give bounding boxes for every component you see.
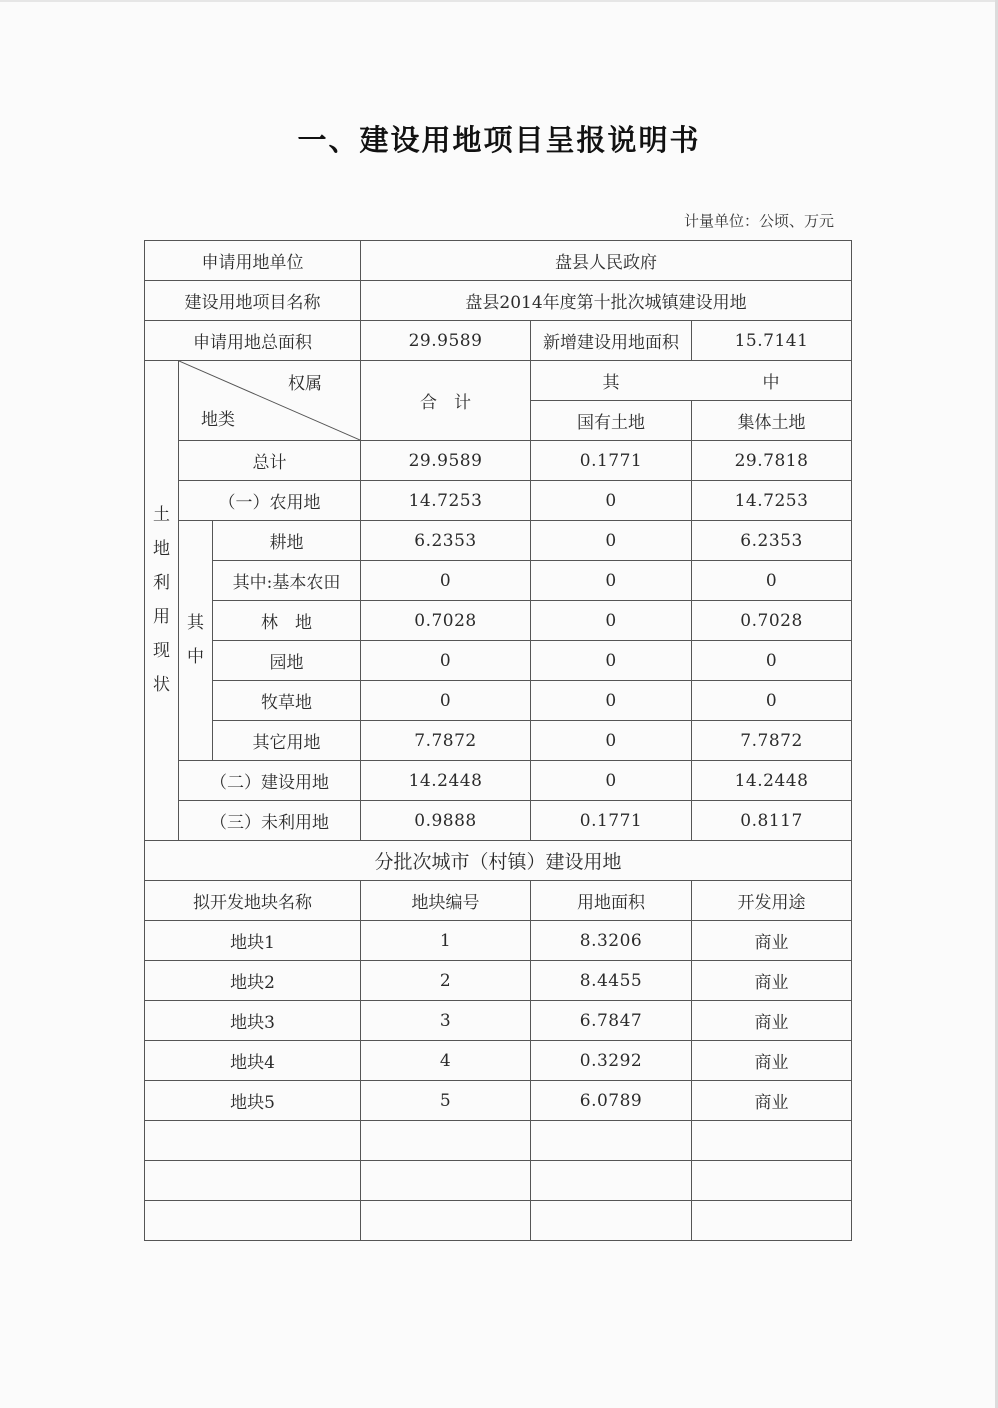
page-top-edge (0, 0, 998, 2)
row-collective: 0.8117 (692, 801, 852, 841)
new-area-label: 新增建设用地面积 (531, 321, 692, 361)
empty-cell (145, 1161, 361, 1201)
batch-title-row (145, 841, 852, 881)
empty-cell (531, 1201, 692, 1241)
col-of-which-header: 其 中 (531, 361, 852, 401)
row-label: 牧草地 (213, 681, 361, 721)
empty-cell (692, 1121, 852, 1161)
landuse-row-agricultural (145, 481, 852, 521)
plot-name: 地块5 (145, 1081, 361, 1121)
landuse-row-basic-farmland (145, 561, 852, 601)
new-area-value: 15.7141 (692, 321, 852, 361)
row-total: 0.9888 (361, 801, 531, 841)
plot-name: 地块3 (145, 1001, 361, 1041)
row-state: 0 (531, 721, 692, 761)
row-state: 0.1771 (531, 441, 692, 481)
landuse-row-pasture (145, 681, 852, 721)
batch-header-area: 用地面积 (531, 881, 692, 921)
row-label: 园地 (213, 641, 361, 681)
diag-landtype-label: 地类 (201, 410, 235, 430)
row-collective: 0 (692, 681, 852, 721)
landuse-row-garden (145, 641, 852, 681)
landuse-row-unused (145, 801, 852, 841)
applicant-row (145, 241, 852, 281)
plot-name: 地块2 (145, 961, 361, 1001)
sub-of-which-label: 其 中 (179, 521, 213, 761)
row-total: 0 (361, 641, 531, 681)
empty-row (145, 1161, 852, 1201)
batch-header-use: 开发用途 (692, 881, 852, 921)
landuse-row-forest (145, 601, 852, 641)
row-label: 耕地 (213, 521, 361, 561)
plot-use: 商业 (692, 961, 852, 1001)
plot-name: 地块1 (145, 921, 361, 961)
row-total: 6.2353 (361, 521, 531, 561)
empty-cell (531, 1121, 692, 1161)
batch-row (145, 921, 852, 961)
batch-row (145, 1081, 852, 1121)
applicant-label: 申请用地单位 (145, 241, 361, 281)
empty-cell (145, 1121, 361, 1161)
plot-area: 0.3292 (531, 1041, 692, 1081)
plot-name: 地块4 (145, 1041, 361, 1081)
row-collective: 29.7818 (692, 441, 852, 481)
row-state: 0 (531, 601, 692, 641)
row-label: （一）农用地 (179, 481, 361, 521)
project-label: 建设用地项目名称 (145, 281, 361, 321)
row-label: （二）建设用地 (179, 761, 361, 801)
plot-number: 2 (361, 961, 531, 1001)
row-total: 7.7872 (361, 721, 531, 761)
plot-number: 1 (361, 921, 531, 961)
row-state: 0 (531, 561, 692, 601)
empty-row (145, 1201, 852, 1241)
row-collective: 0 (692, 561, 852, 601)
row-total: 0 (361, 681, 531, 721)
plot-use: 商业 (692, 921, 852, 961)
plot-use: 商业 (692, 1081, 852, 1121)
col-collective-header: 集体土地 (692, 401, 852, 441)
page-title: 一、建设用地项目呈报说明书 (297, 123, 701, 157)
empty-cell (361, 1201, 531, 1241)
empty-cell (692, 1161, 852, 1201)
row-collective: 7.7872 (692, 721, 852, 761)
plot-use: 商业 (692, 1041, 852, 1081)
row-total: 29.9589 (361, 441, 531, 481)
empty-cell (692, 1201, 852, 1241)
empty-cell (145, 1201, 361, 1241)
row-label: 其它用地 (213, 721, 361, 761)
plot-area: 8.3206 (531, 921, 692, 961)
row-total: 0 (361, 561, 531, 601)
row-total: 0.7028 (361, 601, 531, 641)
diag-ownership-label: 权属 (288, 374, 323, 394)
landuse-row-construction (145, 761, 852, 801)
batch-header-row (145, 881, 852, 921)
plot-number: 5 (361, 1081, 531, 1121)
row-collective: 0 (692, 641, 852, 681)
batch-row (145, 1041, 852, 1081)
row-collective: 14.7253 (692, 481, 852, 521)
row-total: 14.2448 (361, 761, 531, 801)
plot-number: 4 (361, 1041, 531, 1081)
row-state: 0 (531, 641, 692, 681)
col-total-header: 合 计 (361, 361, 531, 441)
batch-row (145, 1001, 852, 1041)
row-label: 其中:基本农田 (213, 561, 361, 601)
row-collective: 6.2353 (692, 521, 852, 561)
empty-cell (531, 1161, 692, 1201)
project-report-table (144, 240, 852, 1241)
plot-area: 8.4455 (531, 961, 692, 1001)
row-label: 林 地 (213, 601, 361, 641)
batch-header-number: 地块编号 (361, 881, 531, 921)
project-value: 盘县2014年度第十批次城镇建设用地 (361, 281, 852, 321)
plot-area: 6.0789 (531, 1081, 692, 1121)
row-total: 14.7253 (361, 481, 531, 521)
total-area-label: 申请用地总面积 (145, 321, 361, 361)
plot-number: 3 (361, 1001, 531, 1041)
plot-use: 商业 (692, 1001, 852, 1041)
row-state: 0 (531, 481, 692, 521)
landuse-row-cultivated (145, 521, 852, 561)
landuse-row-total (145, 441, 852, 481)
landuse-row-other (145, 721, 852, 761)
landuse-header-row-1 (145, 361, 852, 401)
batch-section-title: 分批次城市（村镇）建设用地 (145, 841, 852, 881)
empty-row (145, 1121, 852, 1161)
col-state-header: 国有土地 (531, 401, 692, 441)
unit-note: 计量单位：公顷、万元 (683, 212, 834, 230)
row-collective: 14.2448 (692, 761, 852, 801)
empty-cell (361, 1161, 531, 1201)
row-state: 0 (531, 761, 692, 801)
landuse-side-label: 土 地 利 用 现 状 (145, 361, 179, 841)
plot-area: 6.7847 (531, 1001, 692, 1041)
batch-header-name: 拟开发地块名称 (145, 881, 361, 921)
batch-row (145, 961, 852, 1001)
row-label: （三）未利用地 (179, 801, 361, 841)
row-label: 总计 (179, 441, 361, 481)
diagonal-header-cell (179, 361, 361, 441)
row-state: 0 (531, 681, 692, 721)
area-row (145, 321, 852, 361)
row-state: 0.1771 (531, 801, 692, 841)
row-collective: 0.7028 (692, 601, 852, 641)
project-row (145, 281, 852, 321)
row-state: 0 (531, 521, 692, 561)
empty-cell (361, 1121, 531, 1161)
applicant-value: 盘县人民政府 (361, 241, 852, 281)
total-area-value: 29.9589 (361, 321, 531, 361)
